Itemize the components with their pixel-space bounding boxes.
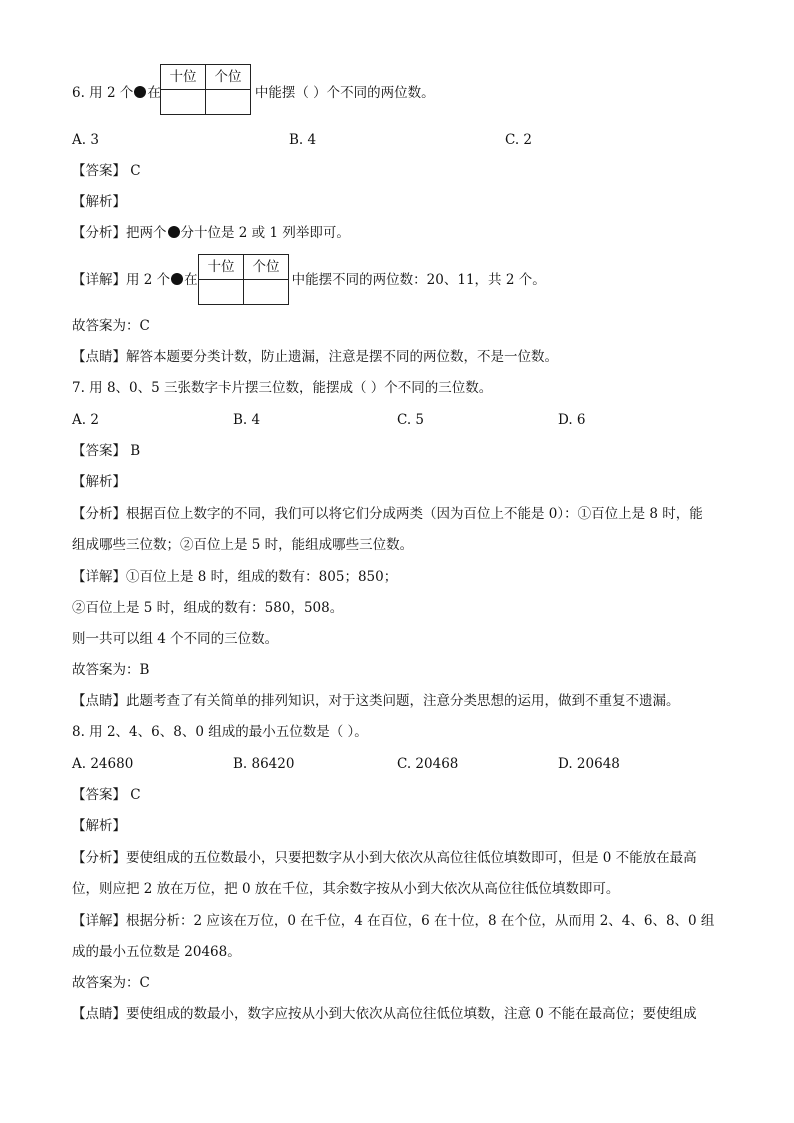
q7-option-b: B. 4	[233, 412, 261, 428]
q8-fenxi-line2: 位，则应把 2 放在万位，把 0 放在千位，其余数字按从小到大依次从高位往低位填数即可。	[72, 881, 620, 897]
q6-dianjing: 【点睛】解答本题要分类计数，防止遗漏，注意是摆不同的两位数，不是一位数。	[72, 349, 558, 365]
q7-detail-line1: 【详解】①百位上是 8 时，组成的数有：805；850；	[72, 569, 398, 585]
q6-option-a: A. 3	[72, 132, 99, 148]
q7-fenxi-line2: 组成哪些三位数；②百位上是 5 时，能组成哪些三位数。	[72, 537, 414, 553]
q6-option-c: C. 2	[505, 132, 533, 148]
place-value-table: 十位 个位	[160, 64, 251, 115]
black-dot-icon	[134, 86, 146, 98]
q8-option-a: A. 24680	[72, 756, 134, 772]
place-value-table: 十位 个位	[198, 254, 289, 305]
q6-stem: 6. 用 2 个 在 中能摆（ ）个不同的两位数。	[72, 85, 435, 101]
q6-fenxi: 【分析】把两个 分十位是 2 或 1 列举即可。	[72, 225, 350, 241]
q8-detail-line2: 成的最小五位数是 20468。	[72, 944, 241, 960]
q8-stem: 8. 用 2、4、6、8、0 组成的最小五位数是（ ）。	[72, 724, 368, 740]
q7-stem: 7. 用 8、0、5 三张数字卡片摆三位数，能摆成（ ）个不同的三位数。	[72, 380, 493, 396]
q6-option-b: B. 4	[289, 132, 317, 148]
q8-conclusion: 故答案为：C	[72, 975, 150, 991]
q7-fenxi-line1: 【分析】根据百位上数字的不同，我们可以将它们分成两类（因为百位上不能是 0）：①百位上是 8 时，能	[72, 506, 703, 522]
q8-fenxi-line1: 【分析】要使组成的五位数最小，只要把数字从小到大依次从高位往低位填数即可，但是 0 不能放在最高	[72, 850, 697, 866]
q7-analysis-heading: 【解析】	[72, 474, 126, 490]
q8-answer: 【答案】 C	[72, 787, 141, 803]
q7-option-c: C. 5	[397, 412, 425, 428]
q7-answer: 【答案】 B	[72, 443, 141, 459]
q7-dianjing: 【点睛】此题考查了有关简单的排列知识，对于这类问题，注意分类思想的运用，做到不重复不遗漏。	[72, 693, 680, 709]
q7-option-d: D. 6	[558, 412, 586, 428]
q7-conclusion: 故答案为：B	[72, 662, 150, 678]
q8-option-c: C. 20468	[397, 756, 459, 772]
q6-analysis-heading: 【解析】	[72, 194, 126, 210]
q8-detail-line1: 【详解】根据分析：2 应该在万位，0 在千位，4 在百位，6 在十位，8 在个位，从而用 2、4、6、8、0 组	[72, 913, 715, 929]
q8-analysis-heading: 【解析】	[72, 818, 126, 834]
q7-option-a: A. 2	[72, 412, 99, 428]
black-dot-icon	[171, 273, 183, 285]
q7-detail-line2: ②百位上是 5 时，组成的数有：580，508。	[72, 600, 344, 616]
q8-dianjing: 【点睛】要使组成的数最小，数字应按从小到大依次从高位往低位填数，注意 0 不能在最高位；要使组成	[72, 1006, 697, 1022]
q8-option-d: D. 20648	[558, 756, 620, 772]
q6-detail: 【详解】用 2 个 在 中能摆不同的两位数：20、11，共 2 个。	[72, 272, 546, 288]
black-dot-icon	[168, 226, 180, 238]
q8-option-b: B. 86420	[233, 756, 295, 772]
q7-detail-line3: 则一共可以组 4 个不同的三位数。	[72, 631, 279, 647]
q6-answer: 【答案】 C	[72, 163, 141, 179]
q6-conclusion: 故答案为：C	[72, 318, 150, 334]
